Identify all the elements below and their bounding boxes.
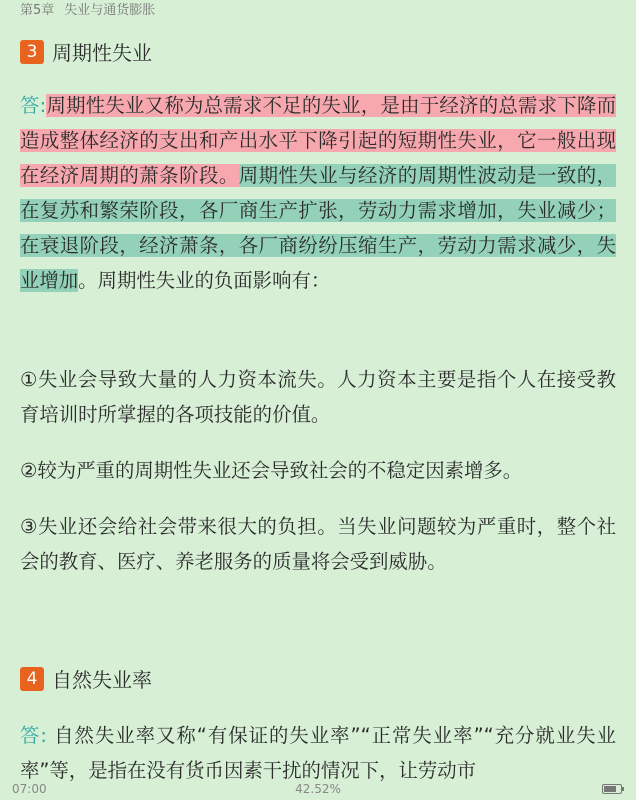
- section-3-answer: [20, 88, 616, 298]
- reader-status-bar: [0, 778, 636, 800]
- point-2-text: ②较为严重的周期性失业还会导致社会的不稳定因素增多。: [20, 459, 523, 482]
- answer-plain-text: 。周期性失业的负面影响有：: [78, 269, 331, 292]
- section-4-heading: [20, 664, 152, 693]
- point-3-text: ③失业还会给社会带来很大的负担。当失业问题较为严重时，整个社会的教育、医疗、养老服务的质量将会受到威胁。: [20, 515, 616, 573]
- section-4-text: 自然失业率又称“有保证的失业率”“正常失业率”“充分就业失业率”等，是指在没有货币因素干扰的情况下，让劳动市: [20, 724, 616, 782]
- section-4-number-badge: 4: [20, 667, 44, 691]
- clock: 07:00: [12, 782, 47, 796]
- point-1-text: ①失业会导致大量的人力资本流失。人力资本主要是指个人在接受教育培训时所掌握的各项技能的价值。: [20, 368, 616, 426]
- section-3-heading: [20, 37, 152, 66]
- highlight-green-text[interactable]: 周期性失业与经济的周期性波动是一致的，在复苏和繁荣阶段，各厂商生产扩张，劳动力需求增加，失业减少；在衰退阶段，经济萧条，各厂商纷纷压缩生产，劳动力需求减少，失业增加: [20, 164, 617, 292]
- chapter-title: 失业与通货膨胀: [64, 3, 156, 18]
- chapter-number: 第5章: [20, 3, 55, 18]
- answer-label: 答:: [20, 724, 47, 747]
- reading-progress: 42.52%: [295, 782, 341, 796]
- section-3-number-badge: 3: [20, 40, 44, 64]
- battery-icon: [602, 784, 622, 794]
- section-4-title: 自然失业率: [52, 668, 152, 692]
- section-3-title: 周期性失业: [52, 41, 152, 65]
- chapter-header: [20, 0, 155, 22]
- highlight-red-text[interactable]: 周期性失业又称为总需求不足的失业，是由于经济的总需求下降而造成整体经济的支出和产出水平下降引起的短期性失业，它一般出现在经济周期的萧条阶段。: [20, 94, 616, 187]
- answer-label: 答:: [20, 94, 47, 117]
